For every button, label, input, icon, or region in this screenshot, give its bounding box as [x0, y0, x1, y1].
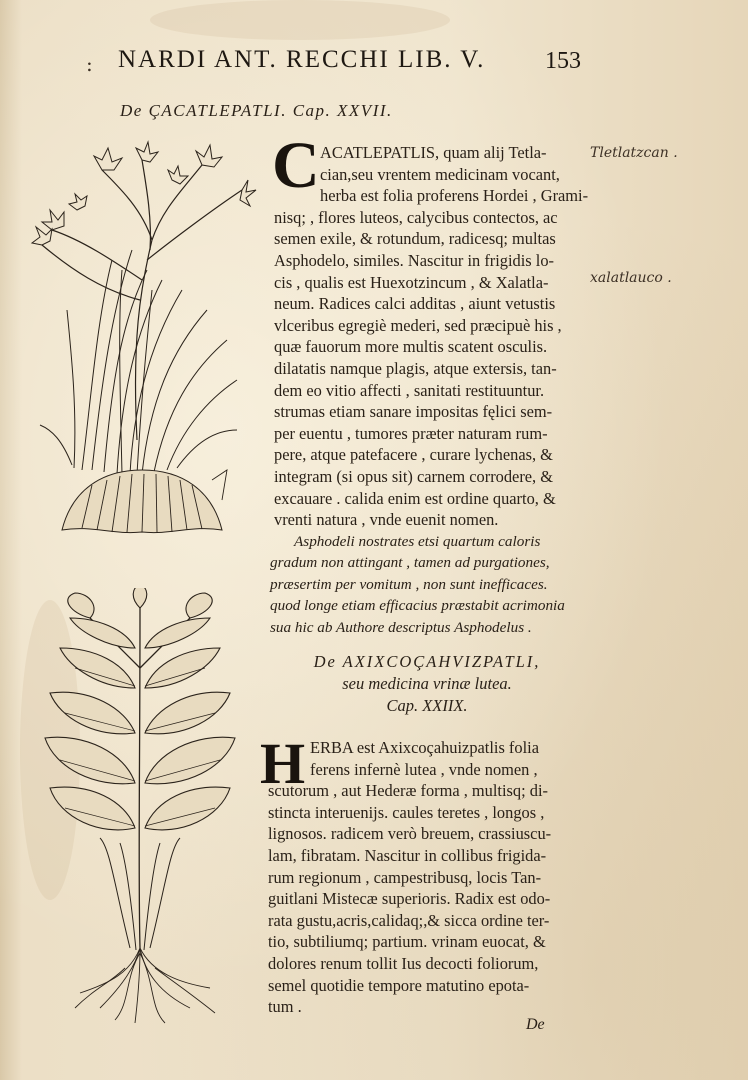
chapter2-body — [268, 737, 586, 1018]
body-line: stincta interuenijs. caules teretes , longos , — [268, 802, 545, 822]
chapter2-title-line3: Cap. XXIIX. — [386, 696, 468, 715]
body-line: dem eo vitio affecti , sanitati restituuntur. — [274, 380, 545, 400]
drop-cap-c: C — [272, 129, 320, 202]
body-line: tio, subtiliumq; partium. vrinam euocat, & — [268, 932, 546, 952]
body-line: rum regionum , campestribusq, locis Tan- — [268, 867, 542, 887]
body-line: rata gustu,acris,calidaq;,& sicca ordine ter- — [268, 910, 550, 930]
marginal-note-1: Tletlatzcan . — [590, 145, 678, 161]
body-line: semen exile, & rotundum, radicesq; multas — [274, 229, 556, 249]
drop-cap-h: H — [260, 731, 306, 796]
body-line: neum. Radices calci additas , aiunt vetustis — [274, 294, 556, 314]
commentary-note — [270, 531, 590, 638]
chapter2-title-line2: seu medicina vrinæ lutea. — [342, 674, 512, 693]
body-line: excauare . calida enim est ordine quarto, & — [274, 488, 556, 508]
plant-woodcut-grass-icon — [22, 140, 262, 540]
body-line: tum . — [268, 997, 302, 1017]
chapter-heading-1: De ÇACATLEPATLI. Cap. XXVII. — [120, 101, 393, 120]
note-line: Asphodeli nostrates etsi quartum caloris — [294, 533, 541, 550]
body-line: per euentu , tumores præter naturam rum- — [274, 423, 548, 443]
body-line: semel quotidie tempore matutino epota- — [268, 975, 530, 995]
note-line: quod longe etiam efficacius præstabit acrimonia — [270, 597, 565, 615]
body-line: pere, atque patefacere , curare lychenas, & — [274, 445, 553, 465]
body-line: vrenti natura , vnde euenit nomen. — [274, 510, 499, 530]
body-line: cian,seu vrentem medicinam vocant, — [320, 164, 560, 184]
paper-stain — [150, 0, 450, 40]
body-line: Asphodelo, similes. Nascitur in frigidis lo- — [274, 250, 554, 270]
body-line: lignosos. radicem verò breuem, crassiuscu- — [268, 824, 552, 844]
body-line: integram (si opus sit) carnem corrodere, & — [274, 466, 554, 486]
chapter-heading-2 — [262, 651, 592, 717]
body-line: scutorum , aut Hederæ forma , multisq; di- — [268, 781, 548, 801]
note-line: præsertim per vomitum , non sunt inefficaces. — [270, 575, 548, 593]
body-line: strumas etiam sanare impositas fęlici sem- — [274, 402, 553, 422]
body-line: dilatatis namque plagis, atque extersis, tan- — [274, 358, 557, 378]
body-line: ferens infernè lutea , vnde nomen , — [310, 759, 538, 779]
page-number: 153 — [545, 48, 581, 74]
running-header: NARDI ANT. RECCHI LIB. V. — [118, 46, 486, 73]
header-ornament: : — [86, 52, 93, 76]
marginal-note-2: xalatlauco . — [590, 270, 672, 286]
body-line: quæ fauorum more multis scatent osculis. — [274, 337, 548, 357]
body-line: lam, fibratam. Nascitur in collibus frigida- — [268, 845, 547, 865]
body-line: ACATLEPATLIS, quam alij Tetla- — [320, 143, 547, 162]
chapter2-title-line1: De AXIXCOÇAHVIZPATLI, — [313, 652, 541, 671]
note-line: sua hic ab Authore descriptus Asphodelus . — [270, 618, 532, 636]
body-line: herba est folia proferens Hordei , Grami- — [320, 186, 589, 206]
body-line: guitlani Mistecæ superioris. Radix est odo- — [268, 889, 551, 909]
body-line: vlceribus egregiè mederi, sed præcipuè his , — [274, 315, 562, 335]
body-line: cis , qualis est Huexotzincum , & Xalatla- — [274, 272, 549, 292]
body-line: nisq; , flores luteos, calycibus contectos, ac — [274, 207, 558, 227]
catchword: De — [526, 1016, 545, 1033]
note-line: gradum non attingant , tamen ad purgationes, — [270, 554, 550, 572]
body-line: dolores renum tollit Ius decocti foliorum, — [268, 953, 539, 973]
plant-woodcut-leafy-icon — [40, 588, 240, 1028]
body-line: ERBA est Axixcoçahuizpatlis folia — [310, 738, 539, 757]
chapter1-body — [274, 142, 589, 531]
